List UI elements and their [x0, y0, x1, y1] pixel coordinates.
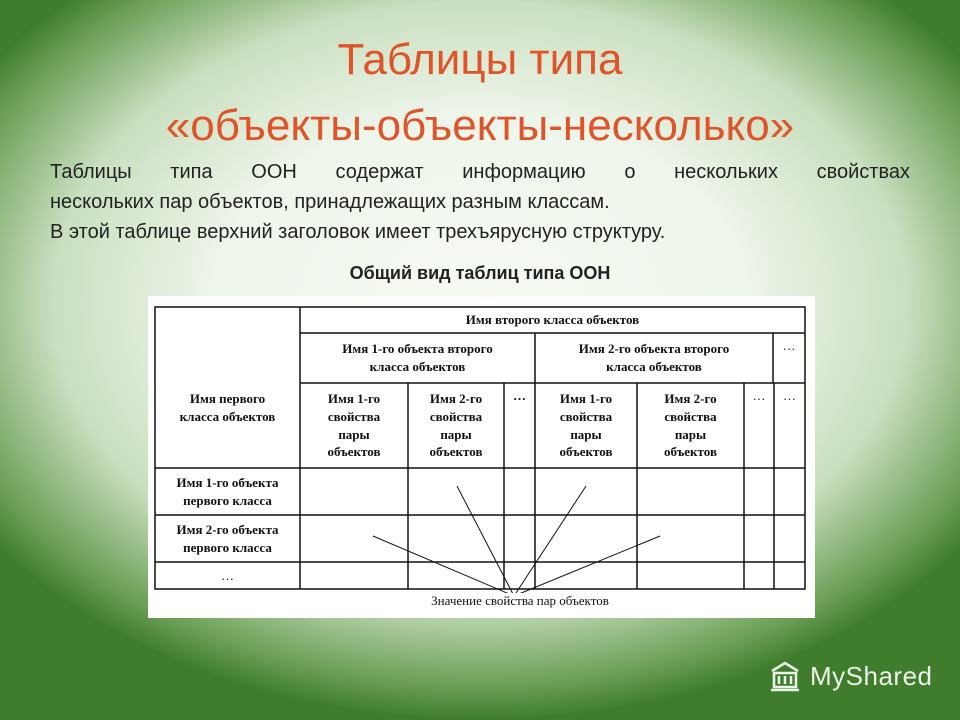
object1-header: Имя 1-го объекта второго класса объектов: [342, 341, 493, 374]
paragraph-line-2: нескольких пар объектов, принадлежащих разным классам.: [50, 191, 610, 213]
slide-title-line-1: Таблицы типа: [337, 35, 623, 84]
row-second-object: Имя 2-го объекта первого класса: [176, 521, 279, 555]
obj1-prop1-header: Имя 1-го свойства пары объектов: [327, 391, 381, 460]
obj2-prop2-header: Имя 2-го свойства пары объектов: [664, 391, 717, 460]
value-note: Значение свойства пар объектов: [390, 593, 650, 609]
table-diagram: [148, 296, 815, 618]
obj1-more-props: …: [513, 388, 526, 404]
obj2-more-props: …: [752, 388, 766, 404]
first-class-header: Имя первого класса объектов: [179, 390, 276, 424]
paragraph-line-1: Таблицы типа ООН содержат информацию о нескольких свойствах: [50, 161, 910, 183]
obj1-prop2-header: Имя 2-го свойства пары объектов: [429, 391, 483, 460]
myshared-brand-text: MyShared: [810, 660, 933, 691]
object2-header: Имя 2-го объекта второго класса объектов: [578, 341, 730, 374]
myshared-logo-icon: [768, 659, 802, 693]
more-objects-ellipsis: …: [782, 338, 796, 354]
obj2-prop1-header: Имя 1-го свойства пары объектов: [559, 391, 613, 460]
slide-title-line-2: «объекты-объекты-несколько»: [165, 101, 795, 150]
myshared-watermark: [768, 656, 933, 696]
second-class-header: Имя второго класса объектов: [465, 312, 640, 328]
figure-caption: Общий вид таблиц типа ООН: [349, 263, 611, 283]
row-more-objects: …: [221, 567, 234, 583]
row-first-object: Имя 1-го объекта первого класса: [176, 474, 279, 508]
more-objects-props: …: [783, 388, 796, 404]
paragraph-line-3: В этой таблице верхний заголовок имеет трехъярусную структуру.: [50, 221, 666, 243]
leader-lines: [373, 486, 660, 596]
